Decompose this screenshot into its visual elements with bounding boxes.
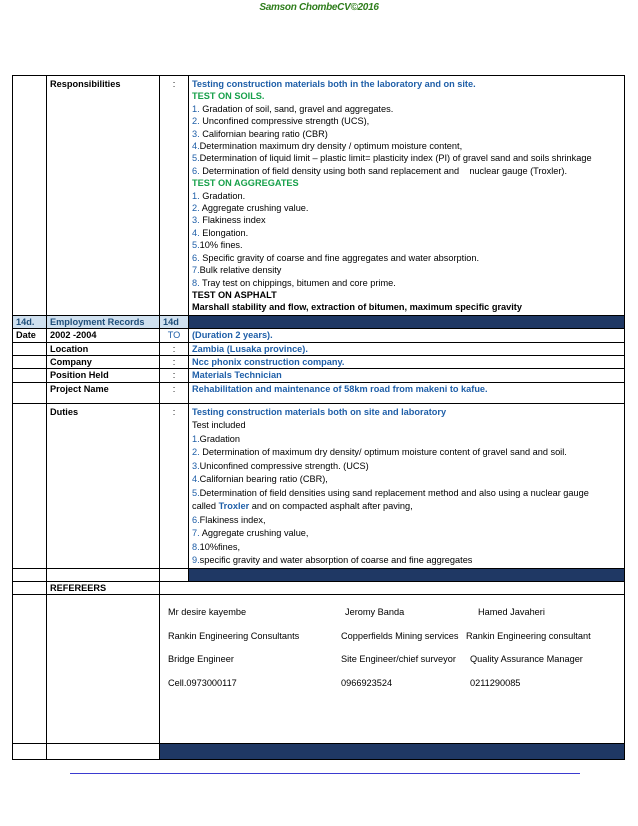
cv-header-title: Samson ChombeCV©2016 — [259, 2, 379, 13]
row-separator: : — [160, 342, 189, 355]
list-item: 8.10%fines, — [192, 541, 241, 552]
list-item: 3. Flakiness index — [192, 215, 266, 226]
list-item: 2. Determination of maximum dry density/ optimum moisture content of gravel sand and soil. — [192, 447, 567, 458]
asphalt-text: Marshall stability and flow, extraction of bitumen, maximum specific gravity — [192, 302, 522, 313]
project-label: Project Name — [47, 382, 160, 403]
referee-role: Quality Assurance Manager — [470, 654, 583, 665]
table-row — [13, 342, 625, 355]
employment-code: 14d. — [13, 315, 47, 328]
company-value: Ncc phonix construction company. — [189, 355, 625, 368]
referee-org: Copperfields Mining services — [341, 630, 459, 641]
duties-intro: Test included — [192, 420, 246, 431]
list-item: 1.Gradation — [192, 433, 241, 444]
referees-row — [13, 595, 625, 744]
referee-cell: 0966923524 — [341, 677, 393, 688]
referee-name: Jeromy Banda — [345, 607, 405, 618]
footer-divider — [70, 773, 580, 774]
list-item: 7.Bulk relative density — [192, 265, 282, 276]
location-label: Location — [47, 342, 160, 355]
location-value: Zambia (Lusaka province). — [189, 342, 625, 355]
list-item: 1. Gradation. — [192, 190, 246, 201]
referee-cell: Cell.0973000117 — [168, 677, 237, 688]
list-item: 4. Elongation. — [192, 227, 249, 238]
responsibilities-separator: : — [160, 76, 189, 316]
band-row — [13, 568, 625, 581]
date-row — [13, 329, 625, 342]
duties-separator: : — [160, 403, 189, 568]
table-row — [13, 382, 625, 403]
duties-heading: Testing construction materials both on site and laboratory — [192, 406, 447, 417]
list-item: 3.Uniconfined compressive strength. (UCS) — [192, 460, 369, 471]
referee-name: Mr desire kayembe — [168, 607, 247, 618]
position-value: Materials Technician — [189, 369, 625, 382]
referees-label: REFEREERS — [47, 581, 160, 594]
bottom-band-row — [13, 744, 625, 760]
list-item: 5.Determination of liquid limit – plastic limit= plasticity index (PI) of gravel sand and soils shrinkage — [192, 153, 592, 164]
position-label: Position Held — [47, 369, 160, 382]
soils-title: TEST ON SOILS. — [192, 91, 265, 102]
list-item: 3. Californian bearing ratio (CBR) — [192, 128, 328, 139]
list-item: 5.Determination of field densities using sand replacement method and also using a nuclear gauge — [192, 487, 589, 498]
list-item: 5.10% fines. — [192, 240, 243, 251]
row-separator: : — [160, 369, 189, 382]
referee-role: Bridge Engineer — [168, 654, 234, 665]
referee-role: Site Engineer/chief surveyor — [341, 654, 456, 665]
employment-header-row — [13, 315, 625, 328]
list-item: 6. Specific gravity of coarse and fine aggregates and water absorption. — [192, 252, 480, 263]
referee-2 — [341, 601, 458, 695]
table-row — [13, 369, 625, 382]
list-item: 6. Determination of field density using both sand replacement and nuclear gauge (Troxler). — [192, 165, 568, 176]
list-item: 6.Flakiness index, — [192, 514, 266, 525]
responsibilities-row — [13, 76, 625, 316]
list-item: 4.Californian bearing ratio (CBR), — [192, 474, 328, 485]
list-item: 7. Aggregate crushing value, — [192, 528, 309, 539]
employment-code-2: 14d — [160, 315, 189, 328]
row-separator: : — [160, 355, 189, 368]
responsibilities-content — [189, 76, 625, 316]
list-item: 8. Tray test on chippings, bitumen and core prime. — [192, 277, 396, 288]
list-item: called Troxler and on compacted asphalt after paving, — [192, 501, 413, 512]
troxler-term: Troxler — [218, 501, 250, 512]
date-to: TO — [160, 329, 189, 342]
referee-cell: 0211290085 — [470, 677, 521, 688]
referee-name: Hamed Javaheri — [478, 607, 545, 618]
referee-org: Rankin Engineering Consultants — [168, 630, 300, 641]
soils-list — [192, 103, 621, 177]
referee-3 — [466, 601, 591, 695]
duties-row — [13, 403, 625, 568]
list-item: 9.specific gravity and water absorption of coarse and fine aggregates — [192, 555, 473, 566]
dark-band — [189, 568, 625, 581]
date-label: Date — [13, 329, 47, 342]
row-separator: : — [160, 382, 189, 403]
responsibilities-heading: Testing construction materials both in the laboratory and on site. — [192, 79, 476, 89]
referees-header-row — [13, 581, 625, 594]
referees-content — [160, 595, 625, 744]
responsibilities-label: Responsibilities — [47, 76, 160, 316]
date-value: 2002 -2004 — [47, 329, 160, 342]
referee-org: Rankin Engineering consultant — [466, 630, 591, 641]
aggregates-title: TEST ON AGGREGATES — [192, 178, 299, 189]
employment-band — [189, 315, 625, 328]
company-label: Company — [47, 355, 160, 368]
project-value: Rehabilitation and maintenance of 58km road from makeni to kafue. — [189, 382, 625, 403]
bottom-dark-band — [160, 744, 625, 760]
duties-content — [189, 403, 625, 568]
list-item: 2. Aggregate crushing value. — [192, 203, 309, 214]
referee-1 — [168, 601, 299, 695]
employment-label: Employment Records — [47, 315, 160, 328]
list-item: 4.Determination maximum dry density / optimum moisture content, — [192, 141, 463, 152]
table-row — [13, 355, 625, 368]
list-item: 1. Gradation of soil, sand, gravel and aggregates. — [192, 103, 394, 114]
duration-value: (Duration 2 years). — [189, 329, 625, 342]
cv-table — [12, 75, 625, 760]
duties-label: Duties — [47, 403, 160, 568]
asphalt-title: TEST ON ASPHALT — [192, 289, 277, 300]
aggregates-list — [192, 190, 621, 289]
list-item: 2. Unconfined compressive strength (UCS), — [192, 116, 370, 127]
